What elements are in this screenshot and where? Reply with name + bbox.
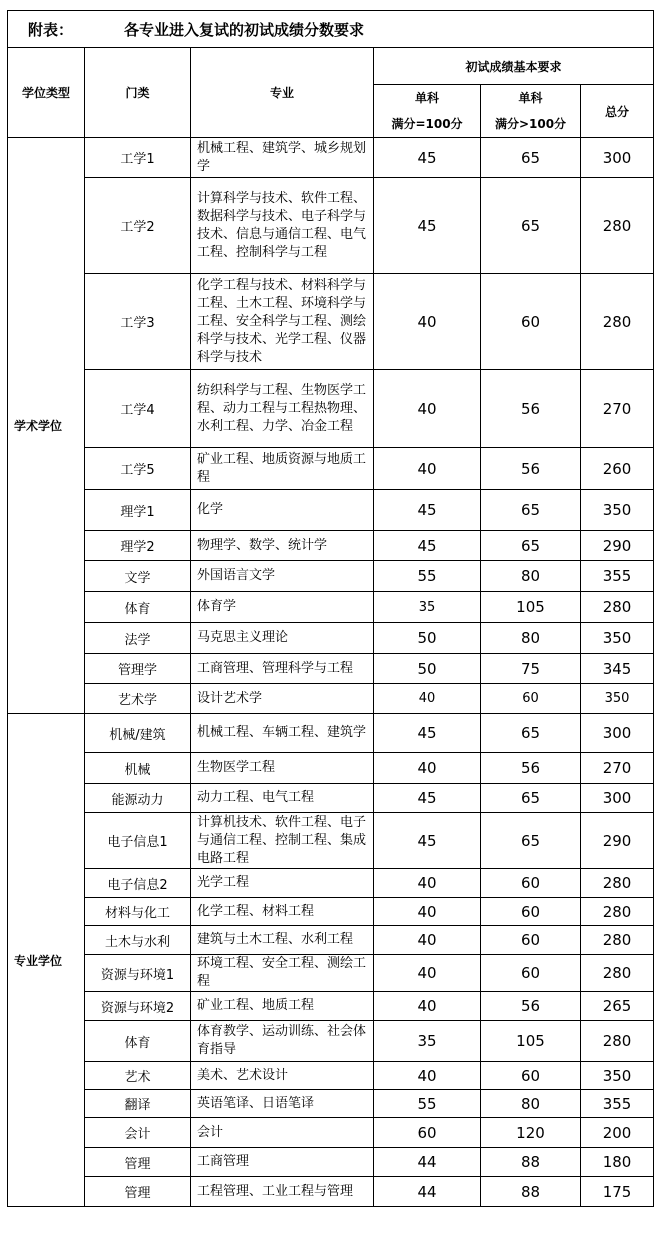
single-over-100-score-cell: 60 — [481, 869, 581, 898]
major-cell: 环境工程、安全工程、测绘工程 — [191, 955, 374, 992]
total-score-cell: 280 — [581, 592, 654, 623]
table-row — [8, 898, 654, 926]
single-100-score-cell: 40 — [374, 955, 481, 992]
total-score-cell: 300 — [581, 714, 654, 753]
table-row — [8, 561, 654, 592]
total-score-cell: 260 — [581, 448, 654, 490]
single-100-score-cell: 44 — [374, 1148, 481, 1177]
single-100-score-cell: 40 — [374, 448, 481, 490]
header-single-over-100-line1: 单科 — [518, 91, 543, 105]
category-cell: 法学 — [85, 623, 191, 654]
category-cell: 工学4 — [85, 370, 191, 448]
category-cell: 机械/建筑 — [85, 714, 191, 753]
category-cell: 会计 — [85, 1118, 191, 1148]
single-over-100-score-cell: 65 — [481, 714, 581, 753]
table-row — [8, 684, 654, 714]
major-cell: 会计 — [191, 1118, 374, 1148]
header-single-100-line2: 满分=100分 — [391, 117, 463, 131]
category-cell: 管理学 — [85, 654, 191, 684]
total-score-cell: 280 — [581, 955, 654, 992]
total-score-cell: 280 — [581, 1021, 654, 1062]
table-row — [8, 869, 654, 898]
single-100-score-cell: 40 — [374, 992, 481, 1021]
major-cell: 马克思主义理论 — [191, 623, 374, 654]
table-row — [8, 992, 654, 1021]
total-score-cell: 180 — [581, 1148, 654, 1177]
single-over-100-score-cell: 60 — [481, 955, 581, 992]
total-score-cell: 355 — [581, 561, 654, 592]
total-score-cell: 350 — [581, 684, 654, 714]
table-row — [8, 813, 654, 869]
single-100-score-cell: 60 — [374, 1118, 481, 1148]
total-score-cell: 280 — [581, 178, 654, 274]
category-cell: 工学1 — [85, 138, 191, 178]
total-score-cell: 270 — [581, 753, 654, 784]
single-over-100-score-cell: 60 — [481, 684, 581, 714]
table-row — [8, 1090, 654, 1118]
single-100-score-cell: 40 — [374, 370, 481, 448]
group-academic: 学术学位 — [8, 138, 85, 714]
group-professional: 专业学位 — [8, 714, 85, 1207]
total-score-cell: 290 — [581, 531, 654, 561]
total-score-cell: 350 — [581, 490, 654, 531]
major-cell: 动力工程、电气工程 — [191, 784, 374, 813]
header-row-1 — [8, 48, 654, 85]
category-cell: 资源与环境1 — [85, 955, 191, 992]
category-cell: 翻译 — [85, 1090, 191, 1118]
single-over-100-score-cell: 88 — [481, 1148, 581, 1177]
single-over-100-score-cell: 80 — [481, 561, 581, 592]
major-cell: 美术、艺术设计 — [191, 1062, 374, 1090]
category-cell: 电子信息1 — [85, 813, 191, 869]
major-cell: 光学工程 — [191, 869, 374, 898]
total-score-cell: 350 — [581, 623, 654, 654]
single-100-score-cell: 40 — [374, 1062, 481, 1090]
single-100-score-cell: 45 — [374, 178, 481, 274]
total-score-cell: 280 — [581, 926, 654, 955]
major-cell: 英语笔译、日语笔译 — [191, 1090, 374, 1118]
single-100-score-cell: 35 — [374, 592, 481, 623]
table-row — [8, 926, 654, 955]
table-row — [8, 955, 654, 992]
category-cell: 管理 — [85, 1148, 191, 1177]
table-row — [8, 1118, 654, 1148]
major-cell: 化学 — [191, 490, 374, 531]
single-over-100-score-cell: 105 — [481, 1021, 581, 1062]
table-row — [8, 1177, 654, 1207]
category-cell: 理学2 — [85, 531, 191, 561]
single-over-100-score-cell: 75 — [481, 654, 581, 684]
total-score-cell: 280 — [581, 869, 654, 898]
single-100-score-cell: 40 — [374, 869, 481, 898]
single-100-score-cell: 40 — [374, 753, 481, 784]
table-row — [8, 490, 654, 531]
major-cell: 矿业工程、地质工程 — [191, 992, 374, 1021]
category-cell: 体育 — [85, 592, 191, 623]
single-100-score-cell: 40 — [374, 684, 481, 714]
category-cell: 工学2 — [85, 178, 191, 274]
single-100-score-cell: 55 — [374, 561, 481, 592]
header-single-100 — [374, 85, 481, 138]
single-100-score-cell: 45 — [374, 531, 481, 561]
category-cell: 资源与环境2 — [85, 992, 191, 1021]
single-over-100-score-cell: 65 — [481, 138, 581, 178]
table-row — [8, 274, 654, 370]
header-major: 专业 — [191, 48, 374, 138]
major-cell: 设计艺术学 — [191, 684, 374, 714]
category-cell: 理学1 — [85, 490, 191, 531]
total-score-cell: 265 — [581, 992, 654, 1021]
single-over-100-score-cell: 56 — [481, 370, 581, 448]
table-row — [8, 1062, 654, 1090]
table-row — [8, 714, 654, 753]
single-100-score-cell: 55 — [374, 1090, 481, 1118]
major-cell: 矿业工程、地质资源与地质工程 — [191, 448, 374, 490]
single-over-100-score-cell: 105 — [481, 592, 581, 623]
table-row — [8, 370, 654, 448]
single-over-100-score-cell: 65 — [481, 490, 581, 531]
major-cell: 工商管理 — [191, 1148, 374, 1177]
single-100-score-cell: 45 — [374, 490, 481, 531]
table-row — [8, 753, 654, 784]
table-row — [8, 592, 654, 623]
header-degree-type: 学位类型 — [8, 48, 85, 138]
table-row — [8, 784, 654, 813]
total-score-cell: 290 — [581, 813, 654, 869]
single-100-score-cell: 45 — [374, 784, 481, 813]
header-group: 初试成绩基本要求 — [374, 48, 654, 85]
header-category: 门类 — [85, 48, 191, 138]
major-cell: 外国语言文学 — [191, 561, 374, 592]
major-cell: 工商管理、管理科学与工程 — [191, 654, 374, 684]
table-row — [8, 654, 654, 684]
category-cell: 工学5 — [85, 448, 191, 490]
title-prefix: 附表： — [28, 20, 74, 39]
total-score-cell: 345 — [581, 654, 654, 684]
header-single-100-line1: 单科 — [414, 91, 439, 105]
table-row — [8, 1148, 654, 1177]
major-cell: 化学工程与技术、材料科学与工程、土木工程、环境科学与工程、安全科学与工程、测绘科学与技术、光学工程、仪器科学与技术 — [191, 274, 374, 370]
major-cell: 生物医学工程 — [191, 753, 374, 784]
category-cell: 艺术 — [85, 1062, 191, 1090]
table-row — [8, 623, 654, 654]
total-score-cell: 280 — [581, 898, 654, 926]
total-score-cell: 355 — [581, 1090, 654, 1118]
header-single-over-100-line2: 满分>100分 — [494, 117, 567, 131]
category-cell: 能源动力 — [85, 784, 191, 813]
single-100-score-cell: 35 — [374, 1021, 481, 1062]
total-score-cell: 270 — [581, 370, 654, 448]
single-100-score-cell: 45 — [374, 813, 481, 869]
single-100-score-cell: 40 — [374, 926, 481, 955]
single-100-score-cell: 50 — [374, 623, 481, 654]
single-over-100-score-cell: 80 — [481, 1090, 581, 1118]
single-over-100-score-cell: 88 — [481, 1177, 581, 1207]
major-cell: 纺织科学与工程、生物医学工程、动力工程与工程热物理、水利工程、力学、冶金工程 — [191, 370, 374, 448]
single-100-score-cell: 45 — [374, 714, 481, 753]
major-cell: 机械工程、建筑学、城乡规划学 — [191, 138, 374, 178]
major-cell: 建筑与土木工程、水利工程 — [191, 926, 374, 955]
single-over-100-score-cell: 56 — [481, 992, 581, 1021]
single-over-100-score-cell: 65 — [481, 531, 581, 561]
single-100-score-cell: 50 — [374, 654, 481, 684]
major-cell: 工程管理、工业工程与管理 — [191, 1177, 374, 1207]
major-cell: 体育学 — [191, 592, 374, 623]
single-over-100-score-cell: 60 — [481, 1062, 581, 1090]
table-row — [8, 531, 654, 561]
major-cell: 计算机技术、软件工程、电子与通信工程、控制工程、集成电路工程 — [191, 813, 374, 869]
title-row — [8, 11, 654, 48]
single-over-100-score-cell: 65 — [481, 813, 581, 869]
single-over-100-score-cell: 60 — [481, 898, 581, 926]
major-cell: 化学工程、材料工程 — [191, 898, 374, 926]
category-cell: 电子信息2 — [85, 869, 191, 898]
total-score-cell: 280 — [581, 274, 654, 370]
score-requirements-document — [7, 10, 653, 1207]
total-score-cell: 300 — [581, 784, 654, 813]
single-100-score-cell: 40 — [374, 898, 481, 926]
header-single-over-100 — [481, 85, 581, 138]
major-cell: 机械工程、车辆工程、建筑学 — [191, 714, 374, 753]
major-cell: 计算科学与技术、软件工程、数据科学与技术、电子科学与技术、信息与通信工程、电气工程、控制科学与工程 — [191, 178, 374, 274]
table-row — [8, 448, 654, 490]
total-score-cell: 200 — [581, 1118, 654, 1148]
major-cell: 物理学、数学、统计学 — [191, 531, 374, 561]
category-cell: 艺术学 — [85, 684, 191, 714]
table-row — [8, 138, 654, 178]
table-row — [8, 178, 654, 274]
category-cell: 机械 — [85, 753, 191, 784]
total-score-cell: 175 — [581, 1177, 654, 1207]
category-cell: 工学3 — [85, 274, 191, 370]
single-over-100-score-cell: 80 — [481, 623, 581, 654]
score-requirements-table — [7, 10, 654, 1207]
single-over-100-score-cell: 65 — [481, 784, 581, 813]
category-cell: 体育 — [85, 1021, 191, 1062]
total-score-cell: 350 — [581, 1062, 654, 1090]
single-over-100-score-cell: 56 — [481, 448, 581, 490]
major-cell: 体育教学、运动训练、社会体育指导 — [191, 1021, 374, 1062]
single-over-100-score-cell: 65 — [481, 178, 581, 274]
single-over-100-score-cell: 60 — [481, 274, 581, 370]
category-cell: 土木与水利 — [85, 926, 191, 955]
title-text: 各专业进入复试的初试成绩分数要求 — [124, 20, 365, 39]
category-cell: 材料与化工 — [85, 898, 191, 926]
category-cell: 文学 — [85, 561, 191, 592]
single-100-score-cell: 44 — [374, 1177, 481, 1207]
category-cell: 管理 — [85, 1177, 191, 1207]
total-score-cell: 300 — [581, 138, 654, 178]
table-row — [8, 1021, 654, 1062]
single-over-100-score-cell: 60 — [481, 926, 581, 955]
header-total: 总分 — [581, 85, 654, 138]
table-title — [8, 11, 654, 48]
single-over-100-score-cell: 120 — [481, 1118, 581, 1148]
single-100-score-cell: 40 — [374, 274, 481, 370]
single-over-100-score-cell: 56 — [481, 753, 581, 784]
single-100-score-cell: 45 — [374, 138, 481, 178]
